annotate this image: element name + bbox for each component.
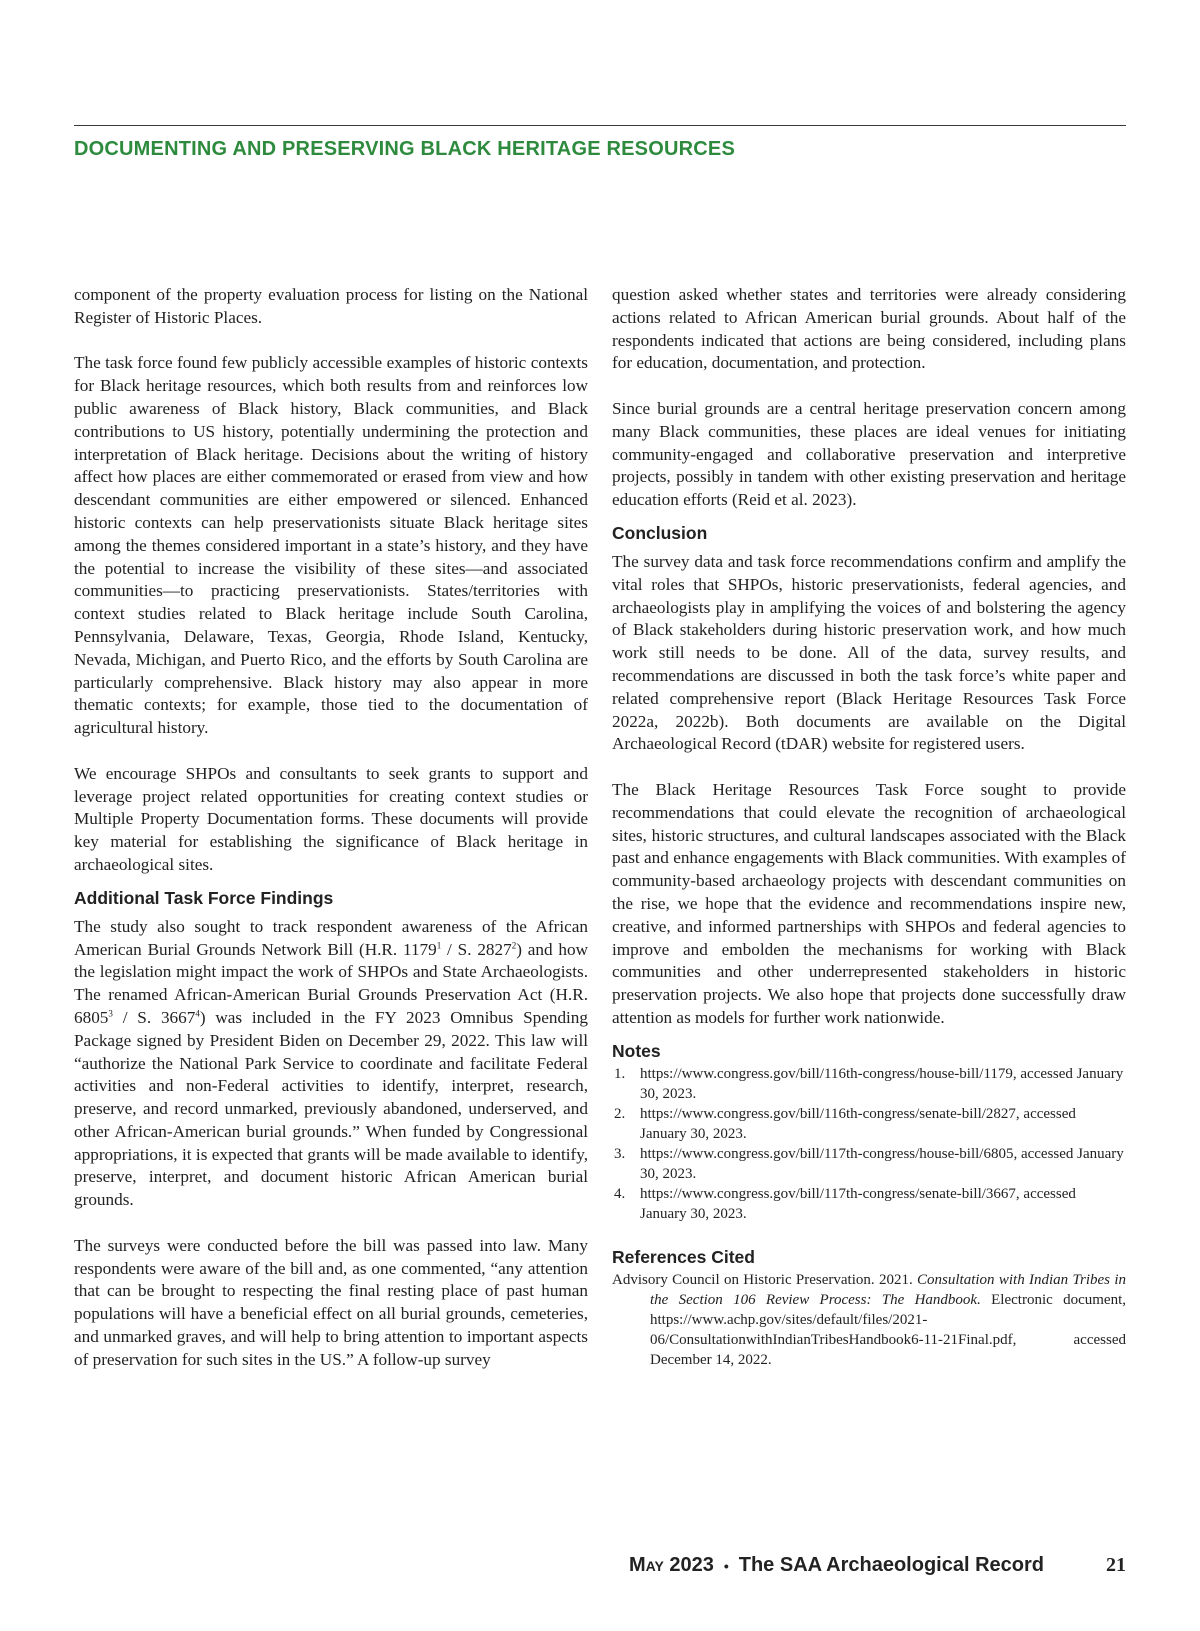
paragraph: Since burial grounds are a central heritage preservation concern among many Black communities, these places are ideal venues for initiating community-engaged and collaborative preservation and interpretive projects, possibly in tandem with other existing preservation and heritage education efforts (Reid et al. 2023). [612, 398, 1126, 510]
paragraph: The task force found few publicly accessible examples of historic contexts for Black heritage resources, which both results from and reinforces low public awareness of Black history, Black communities, and Black contributions to US history, potentially undermining the protection and interpretation of Black heritage. Decisions about the writing of history affect how places are either commemorated or erased from view and how descendant communities are either empowered or silenced. Enhanced historic contexts can help preservationists situate Black heritage sites among the themes considered important in a state’s history, and they have the potential to increase the visibility of these sites—and associated communities—to practicing preservationists. States/territories with context studies related to Black heritage include South Carolina, Pennsylvania, Delaware, Texas, Georgia, Rhode Island, Kentucky, Nevada, Michigan, and Puerto Rico, and the efforts by South Carolina are particularly comprehensive. Black history may also appear in more thematic contexts; for example, those tied to the documentation of agricultural history. [74, 353, 588, 738]
paragraph-legislation [74, 916, 588, 1212]
section-heading-notes: Notes [612, 1040, 661, 1061]
footnote-ref[interactable]: 4 [195, 1008, 200, 1019]
reference-title: Consultation with Indian Tribes in the Section 106 Review Process: The Handbook. [650, 1271, 1126, 1308]
note-number: 1. [614, 1065, 626, 1082]
paragraph: The survey data and task force recommendations confirm and amplify the vital roles that SHPOs, historic preservationists, federal agencies, and archaeologists play in amplifying the voices of and bolstering the agency of Black stakeholders during historic preservation work, and how much work still needs to be done. All of the data, survey results, and recommendations are discussed in both the task force’s white paper and related comprehensive report (Black Heritage Resources Task Force 2022a, 2022b). Both documents are available on the Digital Archaeological Record (tDAR) website for registered users. [612, 551, 1126, 754]
page-footer [629, 1554, 1126, 1577]
footnote-ref[interactable]: 3 [108, 1008, 113, 1019]
paragraph: question asked whether states and territories were already considering actions related to African American burial grounds. About half of the respondents indicated that actions are being considered, including plans for education, documentation, and protection. [612, 285, 1126, 373]
note-link[interactable]: https://www.congress.gov/bill/116th-congress/house-bill/1179, accessed January 30, 2023. [640, 1065, 1124, 1102]
paragraph: The Black Heritage Resources Task Force sought to provide recommendations that could elevate the recognition of archaeological sites, historic structures, and cultural landscapes associated with the Black past and enhance engagements with Black communities. With examples of community-based archaeology projects with descendant communities on the rise, we hope that the evidence and recommendations inspire new, creative, and informed partnerships with SHPOs and federal agencies to improve and embolden the mechanisms for working with Black communities and other underrepresented stakeholders in historic preservation projects. We also hope that projects done successfully draw attention as models for further work nationwide. [612, 779, 1126, 1027]
reference-details[interactable]: Electronic document, https://www.achp.gov/sites/default/files/2021-06/ConsultationwithIndianTribesHandbook6-11-21Final.pdf, accessed December 14, 2022. [650, 1291, 1126, 1368]
note-number: 4. [614, 1185, 626, 1202]
paragraph: component of the property evaluation process for listing on the National Register of Historic Places. [74, 285, 588, 327]
note-item [612, 1064, 1126, 1104]
footer-bullet: • [723, 1558, 729, 1574]
left-column [74, 284, 588, 1394]
note-item [612, 1144, 1126, 1184]
footnote-ref[interactable]: 1 [436, 939, 442, 950]
footer-month: May 2023 [628, 1554, 714, 1576]
note-item [612, 1184, 1126, 1224]
footnote-ref[interactable]: 2 [511, 939, 517, 950]
section-heading-conclusion: Conclusion [612, 522, 708, 543]
notes-list [612, 1064, 1126, 1224]
note-number: 2. [614, 1105, 626, 1122]
section-heading-findings: Additional Task Force Findings [74, 887, 334, 908]
note-item [612, 1104, 1126, 1144]
paragraph: The surveys were conducted before the bill was passed into law. Many respondents were aware of the bill and, as one commented, “any attention that can be brought to respecting the final resting place of past human populations will have a beneficial effect on all burial grounds, cemeteries, and unmarked graves, and will help to bring attention to important aspects of preservation for such sites in the US.” A follow-up survey [74, 1235, 588, 1369]
paragraph: We encourage SHPOs and consultants to seek grants to support and leverage project related opportunities for creating context studies or Multiple Property Documentation forms. These documents will provide key material for establishing the significance of Black heritage in archaeological sites. [74, 763, 588, 874]
text: ) and how the legislation might impact the work of SHPOs and State Archaeologists. The renamed African-American Burial Grounds Preservation Act (H.R. 6805 [74, 939, 589, 1027]
reference-author: Advisory Council on Historic Preservation. 2021. [612, 1271, 918, 1288]
running-title: DOCUMENTING AND PRESERVING BLACK HERITAGE RESOURCES [74, 138, 735, 160]
note-link[interactable]: https://www.congress.gov/bill/117th-congress/senate-bill/3667, accessed January 30, 2023. [640, 1185, 1076, 1222]
text: / S. 2827 [441, 939, 512, 959]
section-heading-references: References Cited [612, 1246, 755, 1267]
header-rule [74, 125, 1126, 126]
note-link[interactable]: https://www.congress.gov/bill/116th-congress/senate-bill/2827, accessed January 30, 2023. [640, 1105, 1076, 1142]
page-number: 21 [1106, 1554, 1126, 1576]
right-column [612, 284, 1126, 1393]
note-number: 3. [614, 1145, 626, 1162]
text: The study also sought to track respondent awareness of the African American Burial Grounds Network Bill (H.R. 1179 [74, 916, 588, 959]
text: / S. 3667 [112, 1007, 196, 1027]
footer-journal: The SAA Archaeological Record [738, 1554, 1044, 1576]
text: ) was included in the FY 2023 Omnibus Spending Package signed by President Biden on December 29, 2022. This law will “authorize the National Park Service to coordinate and facilitate Federal activities and non-Federal activities to identify, interpret, research, preserve, and record unmarked, previously abandoned, underserved, and other African-American burial grounds.” When funded by Congressional appropriations, it is expected that grants will be made available to identify, preserve, interpret, and document historic African American burial grounds. [74, 1007, 588, 1210]
note-link[interactable]: https://www.congress.gov/bill/117th-congress/house-bill/6805, accessed January 30, 2023. [640, 1145, 1124, 1182]
reference-entry [612, 1270, 1126, 1370]
